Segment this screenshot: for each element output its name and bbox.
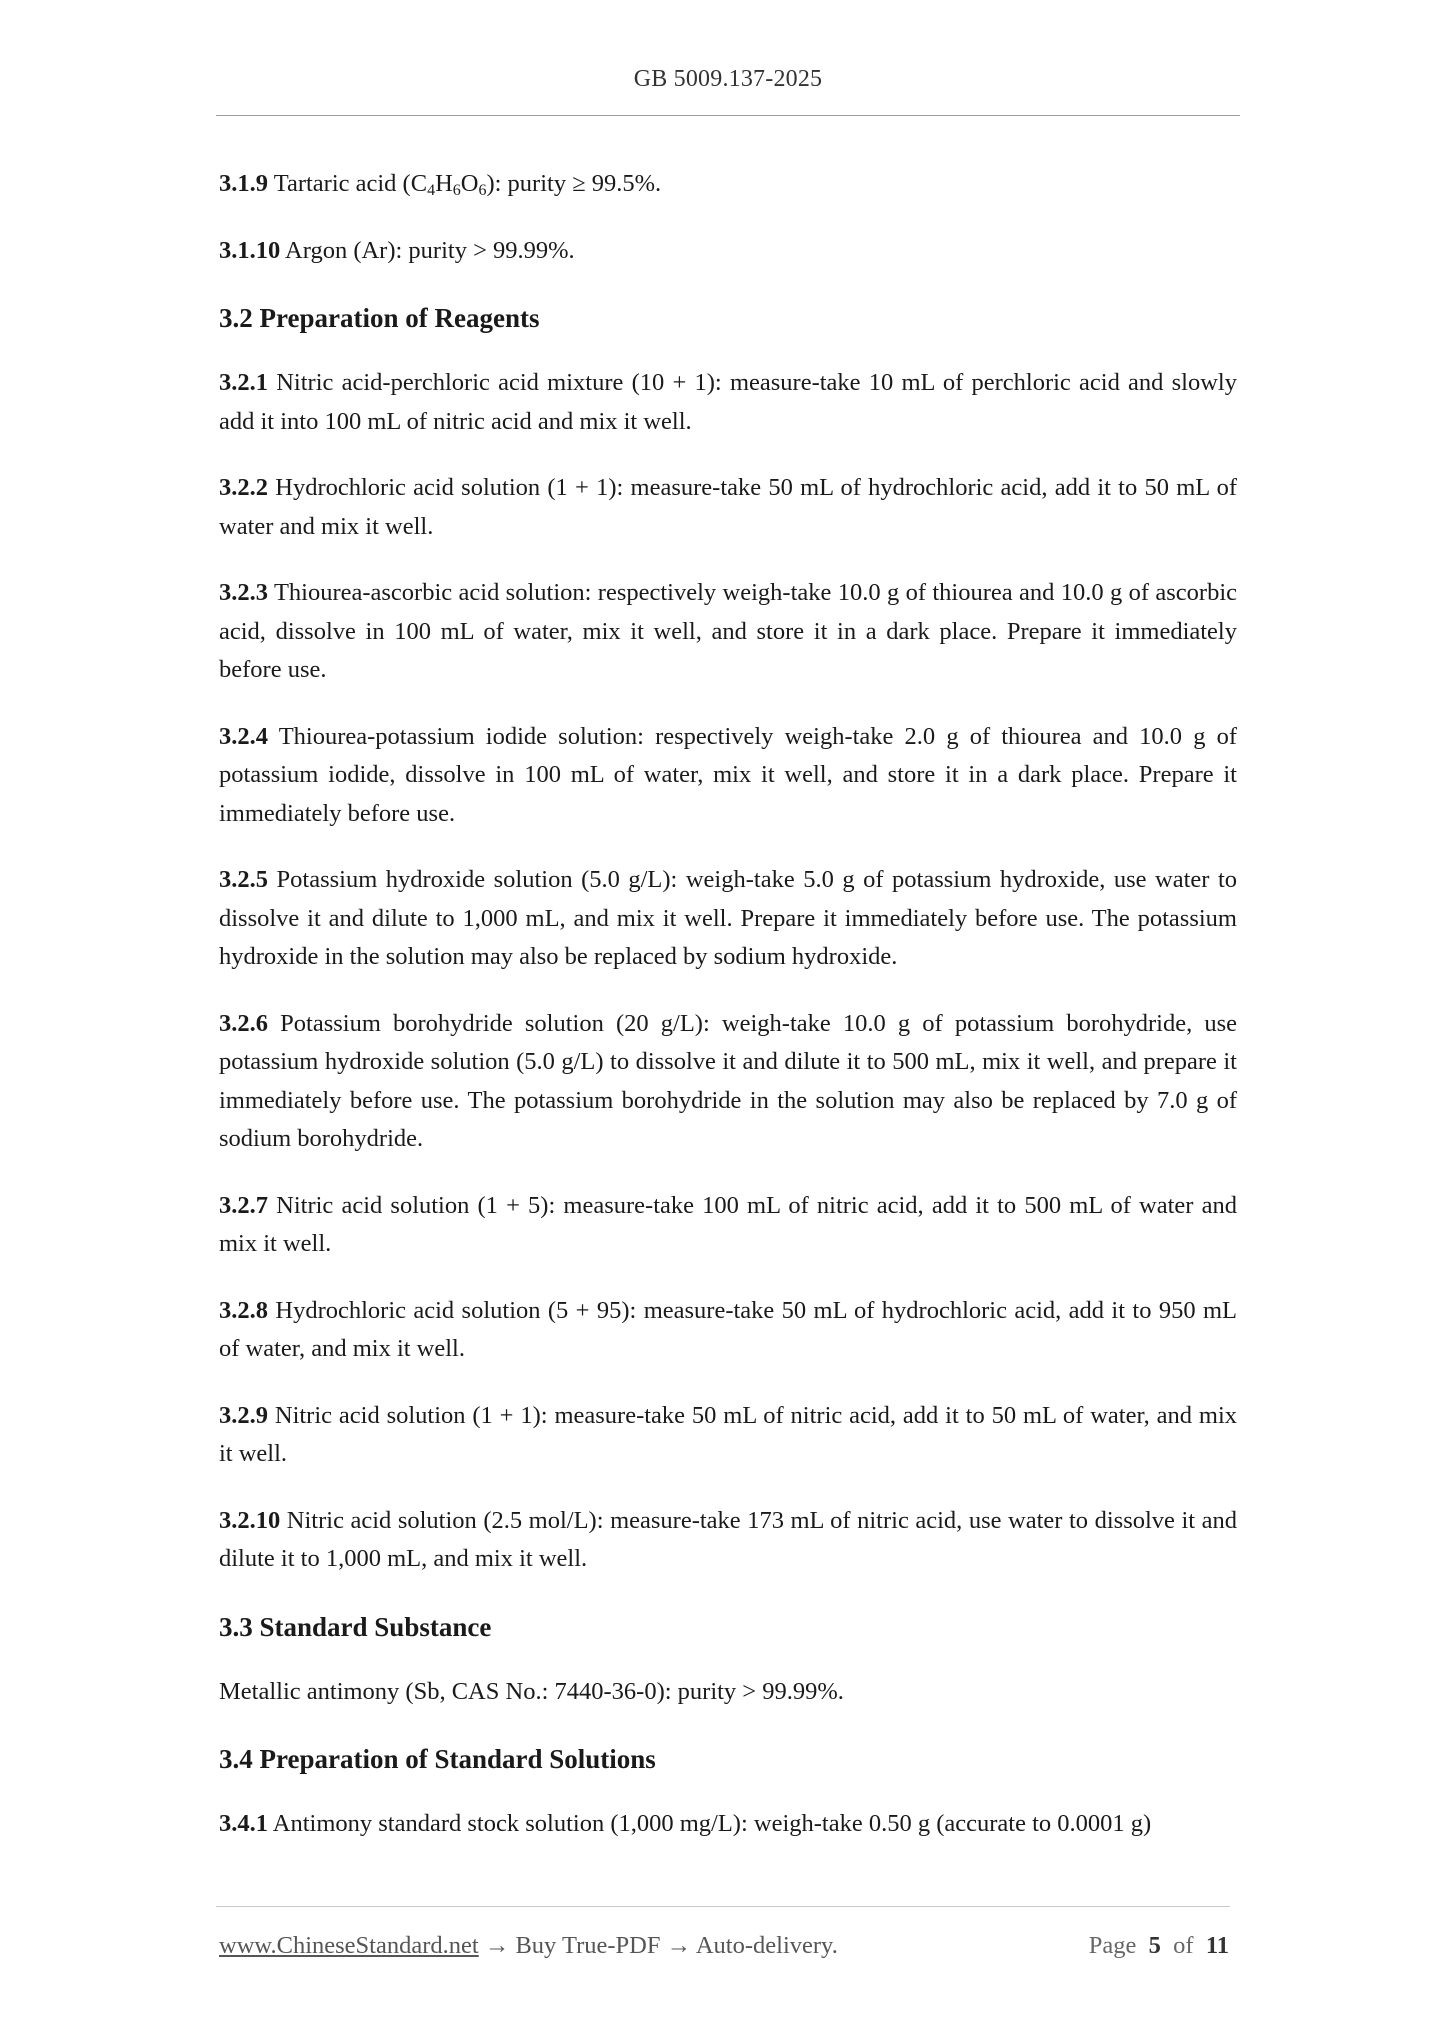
clause-text: Thiourea-ascorbic acid solution: respectively weigh-take 10.0 g of thiourea and 10.0 g of ascorbic acid, dissolve in 100 mL of water, mix it well, and store it in a dark place. Prepare it immediately before use. [219, 579, 1237, 683]
standard-substance-text: Metallic antimony (Sb, CAS No.: 7440-36-0): purity > 99.99%. [219, 1677, 844, 1705]
clause-number: 3.2.6 [219, 1009, 268, 1037]
footer-divider [216, 1906, 1230, 1907]
document-code-header: GB 5009.137-2025 [633, 66, 823, 92]
footer-promo [219, 1932, 838, 1960]
clause-3-2-7 [219, 1187, 1237, 1264]
header-divider [216, 115, 1240, 116]
clause-text: Argon (Ar): purity > 99.99%. [285, 236, 575, 264]
clause-3-2-4 [219, 718, 1237, 834]
clause-3-2-5 [219, 861, 1237, 977]
clause-3-2-6 [219, 1005, 1237, 1159]
website-link[interactable]: www.ChineseStandard.net [219, 1932, 479, 1959]
subscript: 6 [478, 182, 487, 199]
section-heading-3-4: 3.4 Preparation of Standard Solutions [219, 1744, 656, 1774]
clause-number: 3.2.8 [219, 1296, 268, 1324]
section-heading-3-3: 3.3 Standard Substance [219, 1611, 492, 1642]
clause-3-2-2 [219, 469, 1237, 546]
page-label: Page [1088, 1932, 1137, 1959]
clause-3-4-1 [219, 1805, 1237, 1844]
of-label: of [1173, 1932, 1194, 1959]
page-indicator [1089, 1932, 1229, 1960]
clause-number: 3.2.5 [219, 866, 268, 893]
clause-number: 3.2.1 [219, 369, 268, 396]
clause-text: Nitric acid solution (1 + 5): measure-take 100 mL of nitric acid, add it to 500 mL of water and mix it well. [219, 1191, 1237, 1257]
clause-number: 3.2.4 [219, 722, 268, 750]
clause-text: Hydrochloric acid solution (1 + 1): measure-take 50 mL of hydrochloric acid, add it to 50 mL of water and mix it well. [219, 474, 1237, 540]
clause-text: Tartaric acid (C [273, 170, 428, 197]
clause-text: Thiourea-potassium iodide solution: respectively weigh-take 2.0 g of thiourea and 10.0 g of potassium iodide, dissolve in 100 mL of water, mix it well, and store it in a dark place. Prepare it immediately before use. [219, 722, 1237, 827]
clause-3-2-1 [219, 364, 1237, 441]
clause-3-2-8 [219, 1292, 1237, 1369]
total-pages: 11 [1205, 1932, 1229, 1959]
clause-number: 3.1.10 [219, 236, 281, 264]
clause-3-2-10 [219, 1502, 1237, 1579]
clause-number: 3.2.2 [219, 474, 268, 501]
clause-text: Nitric acid solution (2.5 mol/L): measure-take 173 mL of nitric acid, use water to dissolve it and dilute it to 1,000 mL, and mix it well. [219, 1506, 1237, 1572]
clause-number: 3.1.9 [219, 170, 268, 197]
clause-number: 3.2.3 [219, 579, 268, 606]
clause-text: Nitric acid-perchloric acid mixture (10 + 1): measure-take 10 mL of perchloric acid and slowly add it into 100 mL of nitric acid and mix it well. [219, 369, 1237, 435]
current-page-number: 5 [1148, 1932, 1161, 1959]
section-heading-3-2: 3.2 Preparation of Reagents [219, 303, 540, 333]
clause-3-1-10 [219, 232, 1237, 271]
clause-number: 3.2.10 [219, 1506, 281, 1534]
clause-text: H [435, 170, 453, 197]
clause-text: Potassium borohydride solution (20 g/L): weigh-take 10.0 g of potassium borohydride, use potassium hydroxide solution (5.0 g/L) to dissolve it and dilute it to 500 mL, mix it well, and prepare it immediately before use. The potassium borohydride in the solution may also be replaced by 7.0 g of sodium borohydride. [219, 1009, 1238, 1152]
clause-text: Antimony standard stock solution (1,000 mg/L): weigh-take 0.50 g (accurate to 0.0001 g) [272, 1810, 1152, 1837]
clause-text: Nitric acid solution (1 + 1): measure-take 50 mL of nitric acid, add it to 50 mL of water, and mix it well. [219, 1401, 1237, 1467]
clause-3-1-9 [219, 165, 1237, 204]
clause-text: Potassium hydroxide solution (5.0 g/L): weigh-take 5.0 g of potassium hydroxide, use water to dissolve it and dilute to 1,000 mL, and mix it well. Prepare it immediately before use. The potassium hydroxide in the solution may also be replaced by sodium hydroxide. [219, 866, 1237, 970]
subscript: 6 [452, 182, 461, 199]
clause-3-2-3 [219, 574, 1237, 690]
clause-text: Hydrochloric acid solution (5 + 95): measure-take 50 mL of hydrochloric acid, add it to 950 mL of water, and mix it well. [219, 1296, 1237, 1362]
clause-number: 3.2.9 [219, 1401, 268, 1429]
clause-text: O [460, 170, 479, 197]
clause-number: 3.4.1 [219, 1810, 268, 1837]
clause-text: ): purity ≥ 99.5%. [486, 170, 662, 197]
subscript: 4 [427, 182, 436, 199]
document-body [219, 165, 1237, 1872]
footer-promo-text: → Buy True-PDF → Auto-delivery. [478, 1932, 838, 1959]
clause-3-2-9 [219, 1397, 1237, 1474]
clause-number: 3.2.7 [219, 1191, 268, 1219]
